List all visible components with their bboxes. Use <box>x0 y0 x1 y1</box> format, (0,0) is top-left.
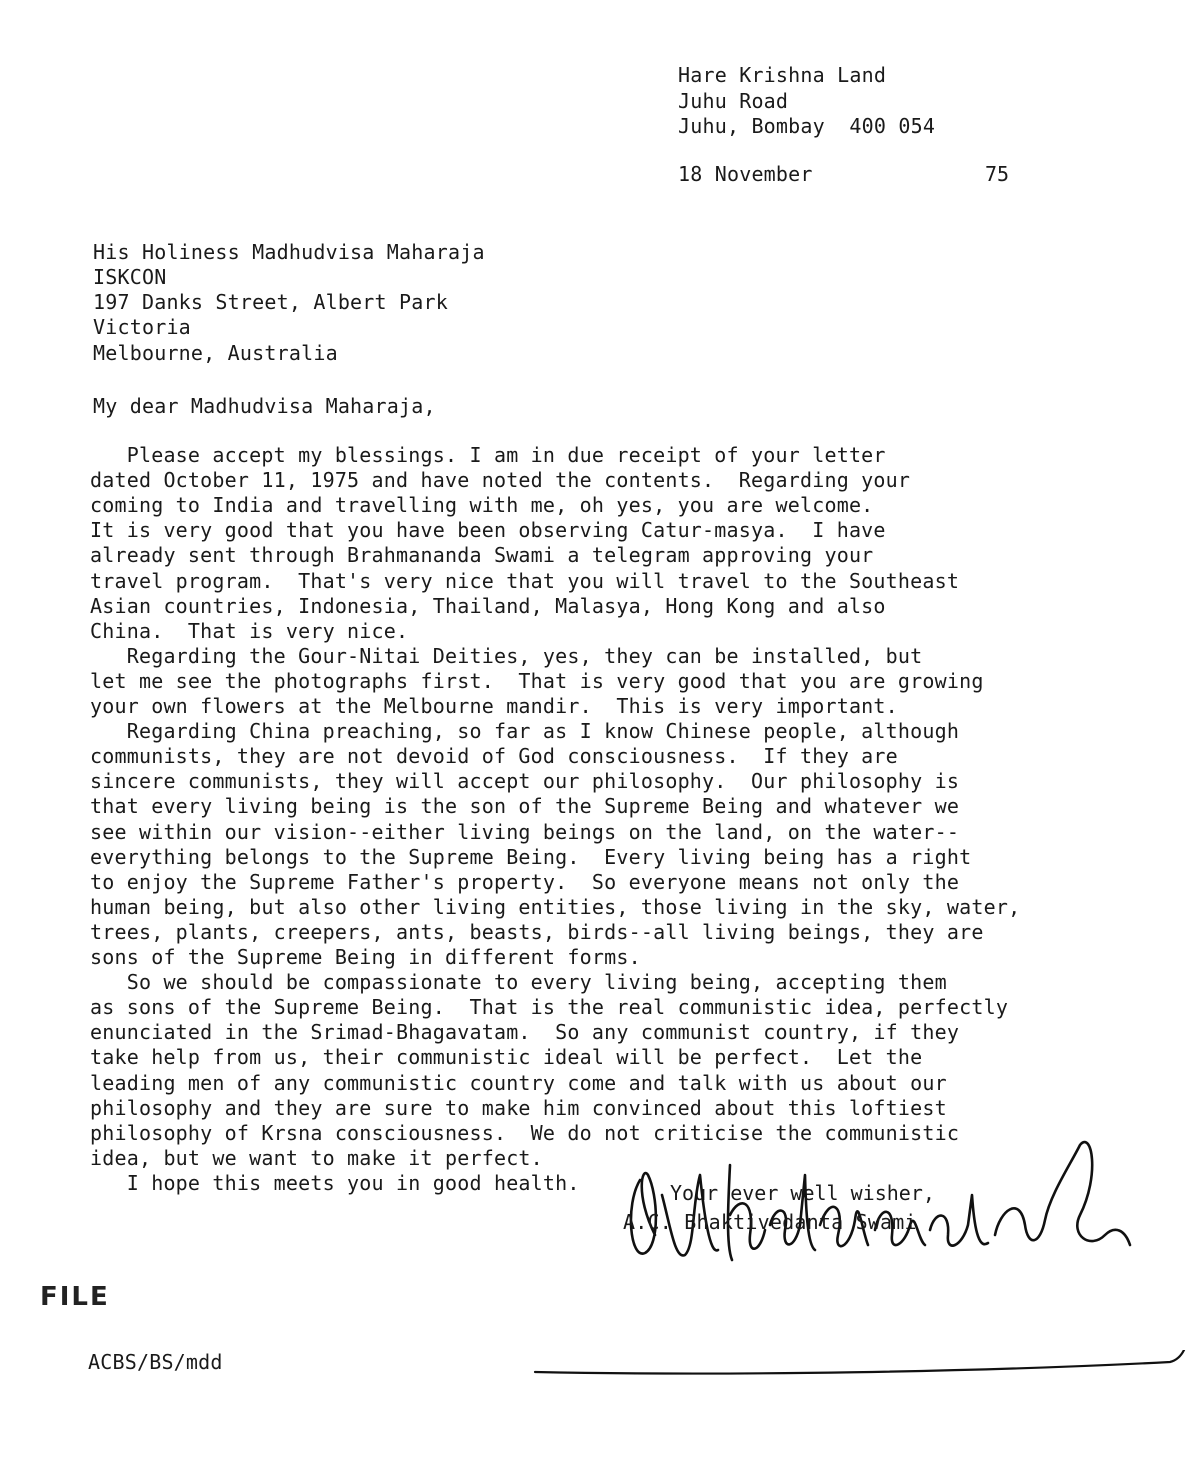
recipient-state: Victoria <box>93 315 191 339</box>
body-line: sincere communists, they will accept our philosophy. Our philosophy is <box>90 769 960 794</box>
body-line: So we should be compassionate to every living being, accepting them <box>90 970 947 995</box>
body-line: idea, but we want to make it perfect. <box>90 1145 543 1170</box>
body-line: communists, they are not devoid of God consciousness. If they are <box>90 744 898 769</box>
body-line: human being, but also other living entities, those living in the sky, water, <box>90 894 1021 919</box>
body-line: that every living being is the son of the Supreme Being and whatever we <box>90 794 960 819</box>
file-stamp: FILE <box>40 1282 110 1312</box>
body-line: sons of the Supreme Being in different forms. <box>90 945 641 969</box>
body-line: philosophy of Krsna consciousness. We do not criticise the communistic <box>90 1120 960 1145</box>
signature-underline <box>530 1350 1189 1380</box>
salutation: My dear Madhudvisa Maharaja, <box>93 394 436 418</box>
body-line: leading men of any communistic country come and talk with us about our <box>90 1070 947 1095</box>
recipient-street: 197 Danks Street, Albert Park <box>93 290 448 314</box>
recipient-city: Melbourne, Australia <box>93 341 338 365</box>
reference-initials: ACBS/BS/mdd <box>88 1350 223 1374</box>
closing-line: Your ever well wisher, <box>670 1181 935 1205</box>
body-line: trees, plants, creepers, ants, beasts, birds--all living beings, they are <box>90 919 984 944</box>
recipient-org: ISKCON <box>93 265 167 289</box>
body-line: let me see the photographs first. That is very good that you are growing <box>90 668 984 693</box>
body-line: Regarding China preaching, so far as I know Chinese people, although <box>90 719 960 744</box>
body-line: to enjoy the Supreme Father's property. So everyone means not only the <box>90 869 960 894</box>
body-line: enunciated in the Srimad-Bhagavatam. So any communist country, if they <box>90 1020 960 1045</box>
body-line: China. That is very nice. <box>90 618 409 643</box>
body-line: travel program. That's very nice that you will travel to the Southeast <box>90 568 960 593</box>
sender-address-line-2: Juhu Road <box>678 89 789 113</box>
body-line: philosophy and they are sure to make him convinced about this loftiest <box>90 1095 947 1120</box>
body-line: Please accept my blessings. I am in due receipt of your letter <box>90 443 886 467</box>
body-line: dated October 11, 1975 and have noted the contents. Regarding your <box>90 468 911 493</box>
body-line: as sons of the Supreme Being. That is the real communistic idea, perfectly <box>90 995 1009 1020</box>
handwritten-signature <box>600 1135 1140 1275</box>
body-line: It is very good that you have been observing Catur-masya. I have <box>90 518 886 543</box>
letter-date: 18 November <box>678 162 813 186</box>
body-line: take help from us, their communistic ideal will be perfect. Let the <box>90 1045 923 1070</box>
body-line: see within our vision--either living beings on the land, on the water-- <box>90 819 960 844</box>
body-line: Regarding the Gour-Nitai Deities, yes, they can be installed, but <box>90 643 923 668</box>
body-line: I hope this meets you in good health. <box>90 1170 580 1195</box>
letter-date-year: 75 <box>985 162 1010 186</box>
sender-address-line-3: Juhu, Bombay 400 054 <box>678 114 936 138</box>
recipient-name: His Holiness Madhudvisa Maharaja <box>93 240 485 264</box>
signatory-name: A.C. Bhaktivedanta Swami <box>623 1210 917 1234</box>
body-line: coming to India and travelling with me, oh yes, you are welcome. <box>90 493 874 518</box>
body-line: already sent through Brahmananda Swami a telegram approving your <box>90 543 874 568</box>
body-line: everything belongs to the Supreme Being. Every living being has a right <box>90 844 972 869</box>
body-line: Asian countries, Indonesia, Thailand, Malasya, Hong Kong and also <box>90 593 886 618</box>
sender-address-line-1: Hare Krishna Land <box>678 63 887 87</box>
body-line: your own flowers at the Melbourne mandir. This is very important. <box>90 694 898 718</box>
